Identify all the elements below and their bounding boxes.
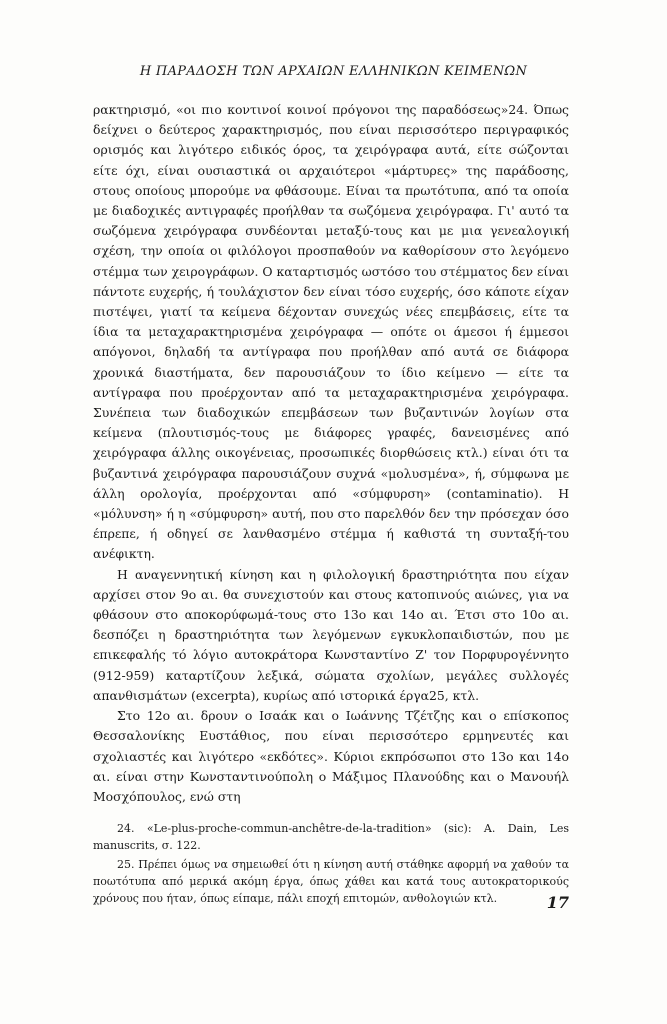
main-text: [93, 100, 569, 807]
footnotes: [93, 820, 569, 909]
paragraph-1: ρακτηρισμό, «οι πιο κοντινοί κοινοί πρόγονοι της παραδόσεως»24. Όπως δείχνει ο δεύτερος χαρακτηρισμός, που είναι περισσότερο περιγραφικός ορισμός και λιγότερο ειδικός όρος, τα χειρόγραφα αυτά, είτε σώζονται είτε όχι, είναι ουσιαστικά οι αρχαιότεροι «μάρτυρες» της παράδοσης, στους οποίους μπορούμε να φθάσουμε. Είναι τα πρωτότυπα, από τα οποία με διαδοχικές αντιγραφές προήλθαν τα σωζόμενα χειρόγραφα. Γι' αυτό τα σωζόμενα χειρόγραφα συνδέονται μεταξύ-τους και με μια γενεαλογική σχέση, την οποία οι φιλόλογοι προσπαθούν να καθορίσουν στο λεγόμενο στέμμα των χειρογράφων. Ο καταρτισμός ωστόσο του στέμματος δεν είναι πάντοτε ευχερής, ή τουλάχιστον δεν είναι τόσο ευχερής, όσο κάποτε είχαν πιστέψει, γιατί τα κείμενα δέχονταν συνεχώς νέες επεμβάσεις, είτε τα ίδια τα μεταχαρακτηρισμένα χειρόγραφα — οπότε οι άμεσοι ή έμμεσοι απόγονοι, δηλαδή τα αντίγραφα που προήλθαν από αυτά σε διάφορα χρονικά διαστήματα, δεν παρουσιάζουν το ίδιο κείμενο — είτε τα αντίγραφα που προέρχονταν από τα μεταχαρακτηρισμένα χειρόγραφα. Συνέπεια των διαδοχικών επεμβάσεων των βυζαντινών λογίων στα κείμενα (πλουτισμός-τους με διάφορες γραφές, δανεισμένες από χειρόγραφα άλλης οικογένειας, προσωπικές διορθώσεις κτλ.) είναι ότι τα βυζαντινά χειρόγραφα παρουσιάζουν συχνά «μολυσμένα», ή, σύμφωνα με άλλη ορολογία, προέρχονται από «σύμφυρση» (contaminatio). Η «μόλυνση» ή η «σύμφυρση» αυτή, που στο παρελθόν δεν την πρόσεχαν όσο έπρεπε, ή οδηγεί σε λανθασμένο στέμμα ή καθιστά τη συνταξή-του ανέφικτη.: [93, 102, 569, 562]
page-number: 17: [546, 893, 569, 912]
paragraph-3: Στο 12ο αι. δρουν ο Ισαάκ και ο Ιωάννης Τζέτζης και ο επίσκοπος Θεσσαλονίκης Ευστάθιος, που είναι περισσότερο ερμηνευτές και σχολιαστές και λιγότερο «εκδότες». Κύριοι εκπρόσωποι στο 13ο και 14ο αι. είναι στην Κωνσταντινούπολη ο Μάξιμος Πλανούδης και ο Μανουήλ Μοσχόπουλος, ενώ στη: [93, 708, 569, 804]
paragraph-2: Η αναγεννητική κίνηση και η φιλολογική δραστηριότητα που είχαν αρχίσει στον 9ο αι. θα συνεχιστούν και στους κατοπινούς αιώνες, για να φθάσουν στο αποκορύφωμά-τους στο 13ο και 14ο αι. Έτσι στο 10ο αι. δεσπόζει η δραστηριότητα των λεγόμενων εγκυκλοπαιδιστών, που με επικεφαλής τό λόγιο αυτοκράτορα Κωνσταντίνο Ζ' τον Πορφυρογέννητο (912-959) καταρτίζουν λεξικά, σώματα σχολίων, μεγάλες συλλογές απανθισμάτων (excerpta), κυρίως από ιστορικά έργα25, κτλ.: [93, 566, 569, 703]
footnote-25: 25. Πρέπει όμως να σημειωθεί ότι η κίνηση αυτή στάθηκε αφορμή να χαθούν τα ποωτότυπα από μερικά ακόμη έργα, όπως χάθει και κατά τους αυτοκρατορικούς χρόνους που ήταν, όπως είπαμε, πάλι εποχή επιτομών, ανθολογιών κτλ.: [93, 858, 569, 905]
running-header: Η ΠΑΡΑΔΟΣΗ ΤΩΝ ΑΡΧΑΙΩΝ ΕΛΛΗΝΙΚΩΝ ΚΕΙΜΕΝΩΝ: [139, 64, 528, 79]
footnote-24: 24. «Le-plus-proche-commun-anchêtre-de-la-tradition» (sic): A. Dain, Les manuscrits, σ. 122.: [93, 822, 569, 852]
